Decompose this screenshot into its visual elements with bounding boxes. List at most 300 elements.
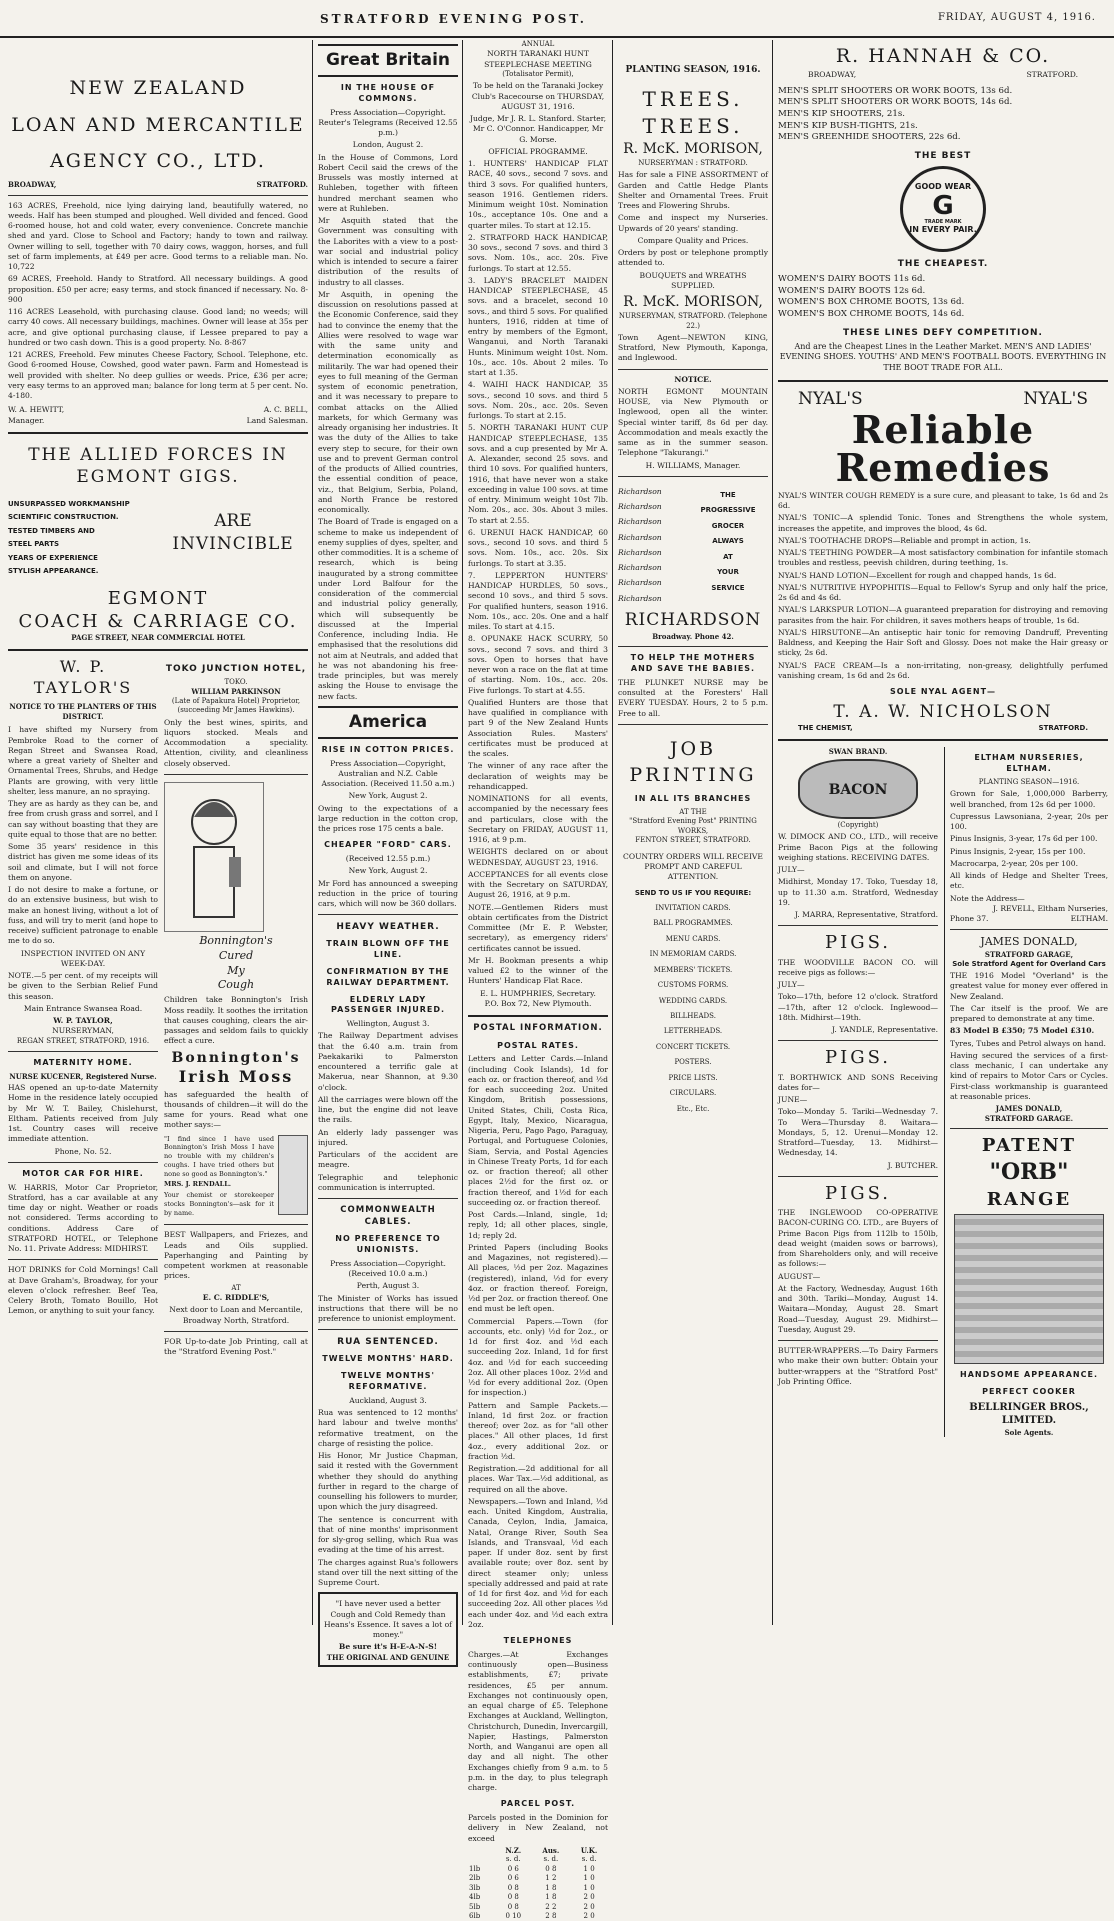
nyal-reliable: Reliable bbox=[851, 406, 1035, 452]
morison-sub: NURSERYMAN : STRATFORD. bbox=[638, 159, 748, 168]
job-title-2: PRINTING bbox=[629, 763, 757, 786]
parcel-cell: 2 0 bbox=[583, 1912, 595, 1921]
rua-text: The sentence is concurrent with that of nine months' imprisonment for sly-grog selling, which Rua was evading at the time of his arrest. bbox=[318, 1514, 458, 1555]
trees-word: TREES. bbox=[642, 114, 744, 139]
morison-name-2: R. McK. MORISON, bbox=[623, 294, 763, 311]
weather-sub: TRAIN BLOWN OFF THE LINE. bbox=[326, 939, 450, 960]
job-title-1: JOB bbox=[669, 737, 717, 760]
weather-place: Wellington, August 3. bbox=[346, 1019, 430, 1029]
swan-text: W. DIMOCK AND CO., LTD., will receive Prime Bacon Pigs at the following weighing stations. RECEIVING DATES. bbox=[778, 832, 938, 862]
america-heading: America bbox=[318, 706, 458, 739]
eltham-item: All kinds of Hedge and Shelter Trees, etc. bbox=[950, 871, 1108, 891]
orb-feature: PERFECT COOKER bbox=[982, 1387, 1076, 1397]
men-boot-line: MEN'S KIP SHOOTERS, 21s. bbox=[778, 109, 905, 120]
richardson-word: GROCER bbox=[711, 521, 745, 530]
nzlma-addr-right: STRATFORD. bbox=[256, 180, 308, 190]
parcel-row bbox=[468, 1874, 608, 1883]
parcel-row bbox=[468, 1846, 608, 1855]
parcel-cell: 5lb bbox=[469, 1902, 481, 1911]
bacon-logo: BACON bbox=[828, 781, 888, 798]
eltham-item: Pinus Insignis, 3-year, 17s 6d per 100. bbox=[950, 834, 1098, 844]
eltham-phone: Phone 37. bbox=[950, 914, 989, 924]
richardson-script: Richardson bbox=[618, 486, 662, 496]
eltham-item: Macrocarpa, 2-year, 20s per 100. bbox=[950, 858, 1078, 868]
nyal-heading-right: NYAL'S bbox=[1023, 389, 1088, 410]
rua-sub-2: TWELVE MONTHS' REFORMATIVE. bbox=[340, 1371, 435, 1391]
bonnington-side: Children take Bonnington's Irish Moss readily. It soothes the irritation that causes coughing, clears the air-passages and seldom fails to quickly effect a cure. bbox=[164, 995, 308, 1046]
bellringer-sole: Sole Agents. bbox=[1004, 1427, 1054, 1437]
race-item: 3. LADY'S BRACELET MAIDEN HANDICAP STEEPLECHASE, 45 sovs. and a bracelet, second 10 sovs., and third 5 sovs. For qualified hunters, 1916, ridden at time of entry by members of the Egmont, Wanganui, and North Taranaki Hunts. Minimum weight 10st. Nom. 10s., acc. 10s. About 2 miles. To start at 1.35. bbox=[468, 275, 608, 378]
bonnington-script: Cured bbox=[218, 948, 254, 962]
heans-ad bbox=[318, 1592, 458, 1667]
pigs-heading: PIGS. bbox=[824, 1182, 891, 1204]
richardson-script: Richardson bbox=[618, 593, 662, 603]
parcel-cell: 3lb bbox=[469, 1883, 481, 1892]
job-item: BALL PROGRAMMES. bbox=[653, 919, 733, 928]
rua-text: Rua was sentenced to 12 months' hard labour and twelve months' reformative treatment, on the charge of resisting the police. bbox=[318, 1408, 458, 1448]
parcel-cell: 2 0 bbox=[583, 1902, 595, 1911]
richardson-script: Richardson bbox=[618, 517, 662, 527]
gb-text: The Board of Trade is engaged on a scheme to make us independent of enemy supplies of dyes, spelter, and other commodities. It is a scheme of research, which is being inaugurated by a strong committee under Lord Balfour for the consideration of the commercial and industrial policy generally, which will subsequently be discussed at the Imperial Conference, including India. He emphasised that the resolutions did not aim at Neutrals, and added that he was not abandoning his free-trade principles, but was merely asking the House to envisage the new facts. bbox=[318, 517, 459, 701]
orb-feature: HANDSOME APPEARANCE. bbox=[960, 1370, 1098, 1380]
column-rule bbox=[612, 40, 613, 1625]
column-rule bbox=[462, 40, 463, 1625]
girl-drawing bbox=[169, 787, 259, 927]
donald-agent: Sole Stratford Agent for Overland Cars bbox=[952, 959, 1106, 968]
gigs-point: SCIENTIFIC CONSTRUCTION. bbox=[8, 513, 119, 522]
bottle-illustration bbox=[278, 1135, 308, 1215]
nyal-item: NYAL'S HIRSUTONE—An antiseptic hair tonic for removing Dandruff, Preventing Baldness, and Keeping the Hair Soft and Glossy. Does not make the Hair greasy or sticky, 2s 6d. bbox=[778, 627, 1108, 658]
drinks-text: HOT DRINKS for Cold Mornings! Call at Dave Graham's, Broadway, for your eleven o'clock refresher. Beef Tea, Celery Broth, Tomato Bouillo, Hot Lemon, or anything to suit your fancy. bbox=[8, 1265, 158, 1316]
richardson-script: Richardson bbox=[618, 563, 662, 573]
notice-heading: NOTICE. bbox=[674, 374, 712, 384]
postal-text: Commercial Papers.—Town (for accounts, etc. only) ½d for 2oz., or 1d for first 4oz. and ½d each succeeding 2oz. Inland, 1d for first 4oz. and ½d for each succeeding 2oz. All other places 10oz. 2½d and ½d for every additional 2oz. (Open for inspection.) bbox=[468, 1316, 608, 1398]
butter-text: BUTTER-WRAPPERS.—To Dairy Farmers who make their own butter: Obtain your butter-wrappers at the "Stratford Post" Job Printing Office. bbox=[778, 1346, 938, 1386]
signature-manager: W. A. HEWITT, bbox=[8, 405, 65, 415]
gigs-heading-1: THE ALLIED FORCES IN bbox=[28, 444, 288, 465]
bonnington-sign: MRS. J. RENDALL. bbox=[164, 1180, 232, 1189]
pigs-heading: PIGS. bbox=[824, 932, 891, 954]
hannah-addr-left: BROADWAY, bbox=[808, 69, 857, 79]
great-britain-heading: Great Britain bbox=[318, 44, 458, 77]
rua-text: The charges against Rua's followers stand over till the next sitting of the Supreme Court. bbox=[318, 1557, 458, 1588]
bonnington-script: My bbox=[227, 963, 245, 977]
weather-text: All the carriages were blown off the line, but the engine did not leave the rails. bbox=[318, 1094, 458, 1125]
trees-text: BOUQUETS and WREATHS SUPPLIED. bbox=[639, 270, 747, 290]
parcel-cell: 0 8 bbox=[545, 1864, 557, 1873]
richardson-big: RICHARDSON bbox=[624, 609, 762, 630]
parcel-cell: Aus. bbox=[542, 1845, 560, 1855]
masthead bbox=[0, 0, 1114, 38]
women-boot-line: WOMEN'S DAIRY BOOTS 11s 6d. bbox=[778, 274, 926, 285]
telephones-heading: TELEPHONES bbox=[503, 1636, 573, 1646]
weather-sub-3: ELDERLY LADY PASSENGER INJURED. bbox=[330, 994, 446, 1015]
steeple-text: ACCEPTANCES for all events close with the Secretary on SATURDAY, August 26, 1916, at 9 p.m. bbox=[468, 869, 608, 900]
gb-text: Mr Asquith stated that the Government was consulting with the Laborites with a view to a post-war social and industrial policy which is intended to secure a fairer distribution of the results of industry to all classes. bbox=[318, 216, 458, 287]
motor-text: W. HARRIS, Motor Car Proprietor, Stratford, has a car available at any time day or night. Weather or roads not considered. Terms according to conditions. Address Care of STRATFORD HOTEL, or Telephone No. 11. Private Address: MIDHIRST. bbox=[8, 1182, 158, 1254]
richardson-script: Richardson bbox=[618, 532, 662, 542]
gb-place: London, August 2. bbox=[352, 140, 424, 150]
postal-text: Newspapers.—Town and Inland, ½d each. United Kingdom, Australia, Canada, Ceylon, India, Jamaica, Natal, Orange River, South Sea Islands, and Transvaal, ½d each paper. If under 8oz. sent by first available route; over 8oz. sent by direct steamer only; unless specially addressed and paid at rate of 1d for first 4oz. and ½d for each succeeding 2oz. All other places ½d each under 4oz. and ½d each extra 2oz. bbox=[468, 1496, 608, 1629]
hannah-addr-right: STRATFORD. bbox=[1026, 69, 1078, 79]
gigs-invincible: INVINCIBLE bbox=[172, 533, 294, 554]
parcel-cell: 0 8 bbox=[507, 1883, 519, 1892]
rua-place: Auckland, August 3. bbox=[349, 1395, 427, 1405]
eltham-item: Grown for Sale, 1,000,000 Barberry, well branched, from 12s 6d per 1000. bbox=[950, 789, 1108, 809]
job-country: COUNTRY ORDERS WILL RECEIVE PROMPT AND CAREFUL ATTENTION. bbox=[623, 851, 763, 882]
paper-title: STRATFORD EVENING POST. bbox=[320, 12, 587, 26]
plunket-heading: TO HELP THE MOTHERS AND SAVE THE BABIES. bbox=[630, 653, 756, 674]
richardson-word: THE bbox=[720, 490, 736, 499]
telephones-text: Charges.—At Exchanges continuously open—Business establishments, £7; private residences, £5 per annum. Exchanges not continuously open, an equal charge of £5. Telephone Exchanges at Auckland, Wellington, Christchurch, Dunedin, Invercargill, Napier, Hastings, Palmerston North, and Wanganui are open all day and all night. The other Exchanges chiefly from 9 a.m. to 5 p.m. in the day, to plus telegraph charge. bbox=[468, 1649, 608, 1793]
pigs-heading: PIGS. bbox=[824, 1047, 891, 1069]
cables-heading: COMMONWEALTH CABLES. bbox=[340, 1205, 436, 1227]
parcel-cell: 1 0 bbox=[583, 1874, 595, 1883]
hannah-cheapest: THE CHEAPEST. bbox=[897, 259, 989, 269]
hannah-name: R. HANNAH & CO. bbox=[835, 45, 1051, 67]
nyal-item: NYAL'S TONIC—A splendid Tonic. Tones and Strengthens the whole system, increases the appetite, and improves the blood, 4s 6d. bbox=[778, 513, 1108, 533]
parcel-cell: 1lb bbox=[469, 1864, 481, 1873]
parcel-row bbox=[468, 1893, 608, 1902]
pigs-text: THE INGLEWOOD CO-OPERATIVE BACON-CURING CO. LTD., are Buyers of Prime Bacon Pigs from 112lb to 150lb, dead weight (maiden sows or barrows), from Shareholders only, and will receive as follows:— bbox=[778, 1208, 938, 1269]
nicholson-town: STRATFORD. bbox=[1038, 723, 1088, 732]
toko-proprietor: WILLIAM PARKINSON bbox=[191, 687, 281, 697]
america-place: New York, August 2. bbox=[348, 791, 428, 801]
pigs-month: AUGUST— bbox=[778, 1271, 821, 1281]
taylor-text: INSPECTION INVITED ON ANY WEEK-DAY. bbox=[20, 948, 146, 968]
gb-text: Mr Asquith, in opening the discussion on resolutions passed at the Economic Conference, said they had to convince the enemy that the Allies were resolved to wage war with the same unity and determination economically as militarily. The war had opened their eyes to full meaning of the German system of economic penetration, and it was necessary to prepare to combat attacks on the Allied markets, for which Germany was already organising her industries. It was the duty of the Allies to take every step to secure, for their own use and to prevent German control of the products of Allied countries, the essential condition of peace, viz., that Belgium, Serbia, Poland, and North France be restored economically. bbox=[318, 289, 458, 515]
gigs-point: TESTED TIMBERS AND bbox=[8, 526, 95, 535]
parcel-cell bbox=[468, 1846, 495, 1855]
nzlma-addr-left: BROADWAY, bbox=[8, 180, 57, 190]
pigs-sign: J. YANDLE, Representative. bbox=[831, 1025, 938, 1035]
nicholson-chemist: THE CHEMIST, bbox=[798, 723, 853, 732]
good-wear-badge bbox=[900, 166, 986, 252]
richardson-word: SERVICE bbox=[711, 583, 745, 592]
column-6 bbox=[778, 40, 1108, 1628]
maternity-sub: NURSE KUCENER, Registered Nurse. bbox=[9, 1071, 157, 1081]
steeple-text: The winner of any race after the declaration of weights may be rehandicapped. bbox=[468, 761, 608, 791]
pigs-month: JULY— bbox=[778, 980, 805, 990]
bonnington-brand: Bonnington's bbox=[171, 1049, 301, 1066]
nzlma-title-2: LOAN AND MERCANTILE bbox=[11, 113, 305, 136]
swan-month: JULY— bbox=[778, 865, 805, 875]
hannah-defy: THESE LINES DEFY COMPETITION. bbox=[843, 327, 1043, 338]
column-4 bbox=[468, 40, 608, 1921]
steeple-text: Qualified Hunters are those that have qualified in compliance with part 9 of the New Zealand Hunts Association Rules. Masters' certificates must be produced at the scales. bbox=[468, 697, 608, 759]
bonnington-text: has safeguarded the health of thousands of children—it will do the same for yours. Read what one mother says:— bbox=[164, 1089, 308, 1130]
bonnington-script: Cough bbox=[217, 978, 255, 992]
listing-item: 121 ACRES, Freehold. Few minutes Cheese Factory, School. Telephone, etc. Good 6-roomed House, Cowshed, good water pawn. Farm and Homestead is well provided with shelter. No deep gullies or weeds. Price, £36 per acre; very easy terms to an approved man; balance for long term at 5 per cent. No. 4-180. bbox=[8, 350, 308, 400]
nyal-heading-left: NYAL'S bbox=[798, 389, 863, 410]
trees-text: Orders by post or telephone promptly attended to. bbox=[618, 248, 768, 268]
coach-addr: PAGE STREET, NEAR COMMERCIAL HOTEL bbox=[71, 633, 245, 643]
richardson-word: AT bbox=[723, 552, 733, 561]
taylor-text: I do not desire to make a fortune, or do an extensive business, but wish to make an honest living, without a lot of fuss, and will try to merit (and hope to receive) sufficient patronage to enable me to do so. bbox=[8, 885, 158, 946]
gb-source: Press Association—Copyright. Reuter's Telegrams (Received 12.55 p.m.) bbox=[318, 107, 458, 138]
trees-agent: Town Agent—NEWTON KING, Stratford, New Plymouth, Kaponga, and Inglewood. bbox=[618, 332, 768, 363]
taylor-text: Some 35 years' residence in this district has given me some ideas of its soil and climate, but I will not force them on anyone. bbox=[8, 842, 158, 882]
donald-text: Having secured the services of a first-class mechanic, I can undertake any kind of repairs to Motor Cars or Cycles. First-class workmanship is guaranteed at reasonable prices. bbox=[950, 1050, 1108, 1101]
job-items-list bbox=[618, 904, 768, 1114]
job-item: BILLHEADS. bbox=[670, 1012, 716, 1021]
race-item: 7. LEPPERTON HUNTERS' HANDICAP HURDLES, 50 sovs., second 10 sovs., and third 5 sovs. For qualified hunters, season 1916. Nom. 10s., acc. 20s. One and a half miles. To start at 4.15. bbox=[468, 570, 608, 632]
job-item: CIRCULARS. bbox=[669, 1089, 717, 1098]
eltham-sign: J. REVELL, Eltham Nurseries, bbox=[993, 903, 1108, 913]
job-item: Etc., Etc. bbox=[676, 1104, 710, 1113]
donald-sub: STRATFORD GARAGE, bbox=[984, 950, 1074, 960]
parcel-cell: 0 6 bbox=[507, 1864, 519, 1873]
pigs-dates: Toko—Monday 5. Tariki—Wednesday 7. To Wera—Thursday 8. Waitara—Mondays, 5, 12. Urenui—Monday 12. Stratford—Tuesday, 13. Midhirst—Wednesday, 14. bbox=[778, 1107, 938, 1158]
notice-sign: H. WILLIAMS, Manager. bbox=[645, 460, 741, 470]
rua-heading: RUA SENTENCED. bbox=[337, 1337, 439, 1348]
parcel-row bbox=[468, 1865, 608, 1874]
parcel-cell: 0 10 bbox=[505, 1912, 522, 1921]
women-boot-line: WOMEN'S BOX CHROME BOOTS, 13s 6d. bbox=[778, 297, 965, 308]
nicholson-name: T. A. W. NICHOLSON bbox=[833, 702, 1053, 723]
nyal-item: NYAL'S NUTRITIVE HYPOPHITIS—Equal to Fellow's Syrup and only half the price, 2s 6d and 4s 6d. bbox=[778, 582, 1108, 603]
donald-text: THE 1916 Model "Overland" is the greatest value for money ever offered in New Zealand. bbox=[950, 971, 1108, 1001]
swan-brand: SWAN BRAND. bbox=[828, 747, 888, 757]
parcel-row bbox=[468, 1884, 608, 1893]
parcel-cell: 1 0 bbox=[583, 1864, 595, 1873]
morison-name: R. McK. MORISON, bbox=[623, 141, 763, 158]
postal-text: Letters and Letter Cards.—Inland (including Cook Islands), 1d for each oz. or fraction thereof, and ½d for each succeeding 2oz. United Kingdom, British possessions, United States, Chili, Costa Rica, Egypt, Italy, Mexico, Nicaragua, Nigeria, Peru, Pago Pago, Paraguay, Portugal, and Portuguese Colonies, Siam, Servia, and Postal Agencies in Chinese Treaty Ports, 1d for each oz. or fraction thereof; all other places 2½d for the first oz. or fraction thereof, and 1½d for each succeeding oz. or fraction thereof. bbox=[468, 1054, 608, 1207]
toko-text: Only the best wines, spirits, and liquors stocked. Meals and Accommodation a speciality. Attention, civility, and cleanliness closely observed. bbox=[164, 717, 308, 768]
ford-heading: CHEAPER "FORD" CARS. bbox=[324, 840, 452, 850]
donald-text: 83 Model B £350; 75 Model £310. bbox=[950, 1026, 1095, 1036]
postal-heading: POSTAL INFORMATION. bbox=[473, 1023, 603, 1034]
cables-sub: NO PREFERENCE TO UNIONISTS. bbox=[335, 1234, 441, 1254]
race-item: 6. URENUI HACK HANDICAP, 60 sovs., second 10 sovs. and third 5 sovs. Nom. 10s., acc. 20s. Six furlongs. To start at 3.35. bbox=[468, 527, 608, 568]
badge-letter: G bbox=[932, 190, 954, 221]
job-item: CONCERT TICKETS. bbox=[655, 1042, 731, 1051]
taylor-notice: NOTICE TO THE PLANTERS OF THIS DISTRICT. bbox=[9, 702, 157, 721]
pigs-text: THE WOODVILLE BACON CO. will receive pigs as follows:— bbox=[778, 957, 938, 977]
steeple-intro: To be held on the Taranaki Jockey Club's Racecourse on THURSDAY, AUGUST 31, 1916. bbox=[471, 81, 605, 111]
nzlma-title-3: AGENCY CO., LTD. bbox=[50, 150, 266, 173]
donald-name: JAMES DONALD, bbox=[980, 935, 1078, 949]
parcel-cell: 1 0 bbox=[583, 1883, 595, 1892]
job-item: CUSTOMS FORMS. bbox=[657, 981, 729, 990]
parcel-row bbox=[468, 1912, 608, 1921]
steeple-addr: P.O. Box 72, New Plymouth. bbox=[484, 998, 592, 1008]
parcel-cell: U.K. bbox=[580, 1845, 598, 1855]
parcel-cell: 2lb bbox=[469, 1874, 481, 1883]
gigs-are: ARE bbox=[214, 510, 252, 531]
hannah-best: THE BEST bbox=[914, 150, 972, 161]
listing-item: 116 ACRES Leasehold, with purchasing clause. Good land; no weeds; will carry 40 cows. All necessary buildings, machines. Owner will lease at 35s per acre, and give optional purchasing clause, if Lessee prepared to pay a hundred or two cash down. This is a good property. No. 8-867 bbox=[8, 307, 308, 347]
listing-item: 163 ACRES, Freehold, nice lying dairying land, beautifully watered, no weeds. Half has been stumped and ploughed. Well divided and fenced. Good 6-roomed house, hot and cold water, every convenience. Concrete manchie shed and yard. Close to School and Factory; handy to town and railway. Owner willing to sell, together with 70 dairy cows, waggon, horses, and full set of farm implements, at £49 per acre. Good terms to a reliable man. No. 10,722 bbox=[8, 200, 308, 271]
gigs-point: STYLISH APPEARANCE. bbox=[8, 567, 99, 576]
signature-salesman-title: Land Salesman. bbox=[246, 415, 308, 425]
parcel-cell: 2 2 bbox=[545, 1902, 557, 1911]
nyal-item: NYAL'S HAND LOTION—Excellent for rough and chapped hands, 1s 6d. bbox=[778, 570, 1057, 580]
weather-text: The Railway Department advises that the 6.40 a.m. train from Paekakariki to Palmerston encountered a terrific gale at Makerua, near Shannon, at 9.30 o'clock. bbox=[318, 1031, 458, 1092]
steeple-text: NOTE.—Gentlemen Riders must obtain certificates from the District Committee (Mr E. P. Webster, secretary), as emergency riders' certificates cannot be issued. bbox=[468, 902, 608, 953]
parcel-row bbox=[468, 1855, 608, 1864]
parcel-table bbox=[468, 1846, 608, 1921]
column-5 bbox=[618, 40, 768, 1628]
job-item: POSTERS. bbox=[674, 1058, 712, 1067]
race-item: 1. HUNTERS' HANDICAP FLAT RACE, 40 sovs., second 7 sovs. and third 3 sovs. For qualified hunters, season 1916. Gentlemen riders. Minimum weight 10st. Nomination 10s., acceptance 10s. One and a quarter miles. To start at 12.15. bbox=[468, 159, 608, 230]
badge-top: GOOD WEAR bbox=[914, 181, 972, 191]
postal-sub: POSTAL RATES. bbox=[497, 1040, 579, 1050]
parcel-cell: N.Z. bbox=[505, 1845, 522, 1855]
maternity-phone: Phone, No. 52. bbox=[54, 1146, 112, 1156]
range-illustration bbox=[954, 1214, 1104, 1364]
postal-text: Pattern and Sample Packets.—Inland, 1d first 2oz. or fraction thereof; over 2oz. as for "all other places." All other places, 1d first 4oz., every additional 2oz. or fraction ½d. bbox=[468, 1400, 608, 1461]
steeple-text: NOMINATIONS for all events, accompanied by the necessary fees and particulars, close with the Secretary on FRIDAY, AUGUST 11, 1916, at 9 p.m. bbox=[468, 794, 608, 845]
pigs-dates: Toko—17th, before 12 o'clock. Stratford—17th, after 12 o'clock. Inglewood—18th. Midhirst—19th. bbox=[778, 992, 938, 1022]
gb-text: In the House of Commons, Lord Robert Cecil said the crews of the Brussels was mostly interned at Ruhleben, together with fifteen hundred merchant seamen who were at Ruhleben. bbox=[318, 152, 458, 213]
heans-tag: THE ORIGINAL AND GENUINE bbox=[326, 1652, 450, 1662]
weather-sub-2: CONFIRMATION BY THE RAILWAY DEPARTMENT. bbox=[326, 967, 450, 987]
america-source: Press Association—Copyright, Australian and N.Z. Cable Association. (Received 11.50 a.m.) bbox=[321, 758, 455, 789]
parcel-cell: 1 8 bbox=[545, 1893, 557, 1902]
column-3 bbox=[318, 40, 459, 1662]
men-boot-line: MEN'S SPLIT SHOOTERS OR WORK BOOTS, 14s 6d. bbox=[778, 97, 1013, 108]
men-boot-line: MEN'S KIP BUSH-TIGHTS, 21s. bbox=[778, 120, 918, 131]
column-2 bbox=[164, 657, 308, 1360]
richardson-word: PROGRESSIVE bbox=[700, 506, 756, 515]
postal-text: Post Cards.—Inland, single, 1d; reply, 1d; all other places, single, 1d; reply 2d. bbox=[468, 1210, 608, 1240]
weather-text: Particulars of the accident are meagre. bbox=[318, 1150, 458, 1170]
nzlma-title-1: NEW ZEALAND bbox=[69, 77, 247, 99]
trees-text: Come and inspect my Nurseries. Upwards of 20 years' standing. bbox=[618, 213, 768, 233]
badge-bottom: IN EVERY PAIR. bbox=[909, 225, 977, 235]
job-item: MENU CARDS. bbox=[665, 934, 721, 943]
eltham-item: Cupressus Lawsoniana, 2-year, 20s per 100. bbox=[950, 811, 1108, 832]
job-item: PRICE LISTS. bbox=[668, 1073, 718, 1082]
commons-sub: IN THE HOUSE OF COMMONS. bbox=[340, 82, 436, 103]
america-text: Owing to the expectations of a large reduction in the cotton crop, the prices rose 175 cents a bale. bbox=[318, 803, 458, 834]
riddle-name: E. C. RIDDLE'S, bbox=[202, 1293, 270, 1303]
weather-text: Telegraphic and telephonic communication is interrupted. bbox=[318, 1172, 458, 1192]
richardson-word: YOUR bbox=[717, 568, 739, 577]
trees-word: TREES. bbox=[642, 87, 744, 112]
maternity-heading: MATERNITY HOME. bbox=[33, 1057, 133, 1067]
maternity-text: HAS opened an up-to-date Maternity Home in the residence lately occupied by Mr W. T. Bailey, Chislehurst, Eltham. Patients received from July 1st. Country cases will receive immediate attention. bbox=[8, 1083, 158, 1144]
weather-heading: HEAVY WEATHER. bbox=[336, 922, 440, 933]
parcel-cell: 2 8 bbox=[545, 1912, 557, 1921]
taylor-text: Main Entrance Swansea Road. bbox=[23, 1003, 143, 1013]
toko-sub: TOKO. bbox=[224, 677, 248, 686]
pig-illustration bbox=[798, 759, 918, 819]
cables-text: The Minister of Works has issued instructions that there will be no preference to unionist employment. bbox=[318, 1293, 458, 1324]
swan-dates: Midhirst, Monday 17. Toko, Tuesday 18, up to 11.30 a.m. Stratford, Wednesday 19. bbox=[778, 877, 938, 907]
eltham-season: PLANTING SEASON—1916. bbox=[978, 778, 1080, 786]
race-item: 8. OPUNAKE HACK SCURRY, 50 sovs., second 7 sovs. and third 3 sovs. Open to horses that have never won a race on the flat at time of starting. Nom. 10s., acc. 20s. Five furlongs. To start at 4.55. bbox=[468, 634, 608, 695]
weather-text: An elderly lady passenger was injured. bbox=[318, 1127, 458, 1147]
women-boot-line: WOMEN'S BOX CHROME BOOTS, 14s 6d. bbox=[778, 308, 965, 319]
cotton-sub: RISE IN COTTON PRICES. bbox=[321, 744, 455, 754]
riddle-text: BEST Wallpapers, and Friezes, and Leads and Oils supplied. Paperhanging and Painting by competent workmen at reasonable prices. bbox=[164, 1230, 308, 1281]
steeple-head-4: (Totalisator Permit), bbox=[502, 69, 574, 78]
swan-copyright: (Copyright) bbox=[837, 820, 879, 829]
trees-season: PLANTING SEASON, 1916. bbox=[625, 65, 761, 75]
pigs-month: JUNE— bbox=[778, 1095, 808, 1105]
gigs-point: YEARS OF EXPERIENCE bbox=[8, 553, 98, 562]
job-at: AT THE bbox=[679, 808, 707, 817]
riddle-addr: Next door to Loan and Mercantile, Broadway North, Stratford. bbox=[169, 1305, 303, 1325]
parcel-text: Parcels posted in the Dominion for delivery in New Zealand, not exceed bbox=[468, 1813, 608, 1843]
postal-text: Registration.—2d additional for all places. War Tax.—½d additional, as required on all the above. bbox=[468, 1464, 608, 1494]
richardson-addr: Broadway. Phone 42. bbox=[652, 631, 734, 641]
parcel-cell: 0 6 bbox=[507, 1874, 519, 1883]
orb-patent: PATENT bbox=[981, 1135, 1077, 1157]
bonnington-script: Bonnington's bbox=[199, 933, 273, 947]
pigs-sign: J. BUTCHER. bbox=[887, 1160, 938, 1170]
richardson-word: ALWAYS bbox=[712, 537, 744, 546]
job-sub: IN ALL ITS BRANCHES bbox=[634, 794, 752, 804]
parcel-heading: PARCEL POST. bbox=[500, 1799, 576, 1809]
swan-sign: J. MARRA, Representative, Stratford. bbox=[794, 910, 938, 920]
bonnington-quote: "I find since I have used Bonnington's Irish Moss I have no trouble with my children's coughs. I have tried others but none so good as Bonnington's." bbox=[164, 1134, 274, 1178]
donald-text: Tyres, Tubes and Petrol always on hand. bbox=[950, 1038, 1106, 1048]
steeple-text: Mr H. Bookman presents a whip valued £2 to the winner of the Hunters' Handicap Flat Race. bbox=[468, 955, 608, 986]
donald-sign: JAMES DONALD, bbox=[995, 1104, 1063, 1114]
ford-place: New York, August 2. bbox=[348, 866, 428, 876]
parcel-cell: s. d. bbox=[543, 1855, 559, 1864]
parcel-cell: 0 8 bbox=[507, 1893, 519, 1902]
gigs-heading-2: EGMONT GIGS. bbox=[76, 466, 240, 487]
steeple-sign: E. L. HUMPHRIES, Secretary. bbox=[480, 988, 596, 998]
race-item: 2. STRATFORD HACK HANDICAP, 30 sovs., second 7 sovs. and third 3 sovs. Nom. 10s., acc. 20s. Five furlongs. To start at 12.55. bbox=[468, 232, 608, 273]
parcel-cell bbox=[468, 1855, 495, 1864]
orb-range: RANGE bbox=[986, 1189, 1072, 1211]
steeple-head-2: NORTH TARANAKI HUNT bbox=[487, 49, 589, 59]
job-addr: FENTON STREET, STRATFORD. bbox=[635, 836, 751, 845]
taylor-sign-2: NURSERYMAN, bbox=[52, 1026, 114, 1036]
trees-text: Has for sale a FINE ASSORTMENT of Garden and Cattle Hedge Plants Shelter and Ornamental Trees. Fruit Trees and Flowering Shrubs. bbox=[618, 170, 768, 211]
girl-illustration bbox=[164, 782, 264, 932]
job-item: INVITATION CARDS. bbox=[655, 903, 731, 912]
cables-place: Perth, August 3. bbox=[356, 1281, 420, 1291]
donald-text: The Car itself is the proof. We are prepared to demonstrate at any time. bbox=[950, 1003, 1108, 1024]
rua-sub: TWELVE MONTHS' HARD. bbox=[322, 1354, 454, 1364]
job-item: MEMBERS' TICKETS. bbox=[653, 965, 733, 974]
taylor-text: They are as hardy as they can be, and free from crush grass and sorrel, and I can say without boasting that they are quite equal to those that are no better. bbox=[8, 799, 158, 839]
ford-text: Mr Ford has announced a sweeping reduction in the price of touring cars, which will now be 360 dollars. bbox=[318, 878, 458, 909]
riddle-at: AT bbox=[231, 1283, 241, 1292]
eltham-item: Pinus Insignis, 2-year, 15s per 100. bbox=[950, 846, 1086, 856]
gigs-point: UNSURPASSED WORKMANSHIP bbox=[8, 499, 130, 508]
race-item: 4. WAIHI HACK HANDICAP, 35 sovs., second 10 sovs. and third 5 sovs. Nom. 20s., acc. 20s. Seven furlongs. To start at 2.15. bbox=[468, 380, 608, 421]
parcel-cell: 1 8 bbox=[545, 1883, 557, 1892]
nyal-item: NYAL'S WINTER COUGH REMEDY is a sure cure, and pleasant to take, 1s 6d and 2s 6d. bbox=[778, 490, 1108, 511]
richardson-script: Richardson bbox=[618, 547, 662, 557]
steeple-head-1: ANNUAL bbox=[521, 40, 555, 48]
steeple-officials: Judge, Mr J. R. L. Stanford. Starter, Mr C. O'Connor. Handicapper, Mr G. Morse. bbox=[469, 114, 607, 144]
parcel-cell: s. d. bbox=[581, 1855, 597, 1864]
postal-text: Printed Papers (including Books and Magazines, not registered).—All places, ½d per 2oz. Magazines (registered), inland, ½d for every 4oz. or fraction thereof. Foreign, ½d per 2oz. or fraction thereof. One end must be left open. bbox=[468, 1242, 608, 1314]
nyal-item: NYAL'S TEETHING POWDER—A most satisfactory combination for infantile stomach troubles and restless, peevish children, during teething, 1s. bbox=[778, 548, 1108, 568]
nyal-item: NYAL'S LARKSPUR LOTION—A guaranteed preparation for distroying and removing parasites from the hair. For children, it saves mothers heaps of trouble, 1s 6d. bbox=[778, 605, 1108, 625]
gigs-point: STEEL PARTS bbox=[8, 540, 60, 549]
toko-heading: TOKO JUNCTION HOTEL, bbox=[165, 663, 307, 674]
column-1 bbox=[8, 40, 308, 1628]
steeple-programme: OFFICIAL PROGRAMME. bbox=[488, 146, 588, 156]
column-rule bbox=[312, 40, 313, 1625]
signature-manager-title: Manager. bbox=[8, 415, 45, 425]
cables-source: Press Association—Copyright. (Received 10.0 a.m.) bbox=[330, 1258, 446, 1279]
egmont-name: EGMONT bbox=[107, 587, 209, 609]
richardson-script: Richardson bbox=[618, 578, 662, 588]
taylor-text: NOTE.—5 per cent. of my receipts will be given to the Serbian Relief Fund this season. bbox=[8, 971, 158, 1001]
eltham-note: Note the Address— bbox=[950, 893, 1025, 903]
paper-date: FRIDAY, AUGUST 4, 1916. bbox=[937, 12, 1096, 23]
